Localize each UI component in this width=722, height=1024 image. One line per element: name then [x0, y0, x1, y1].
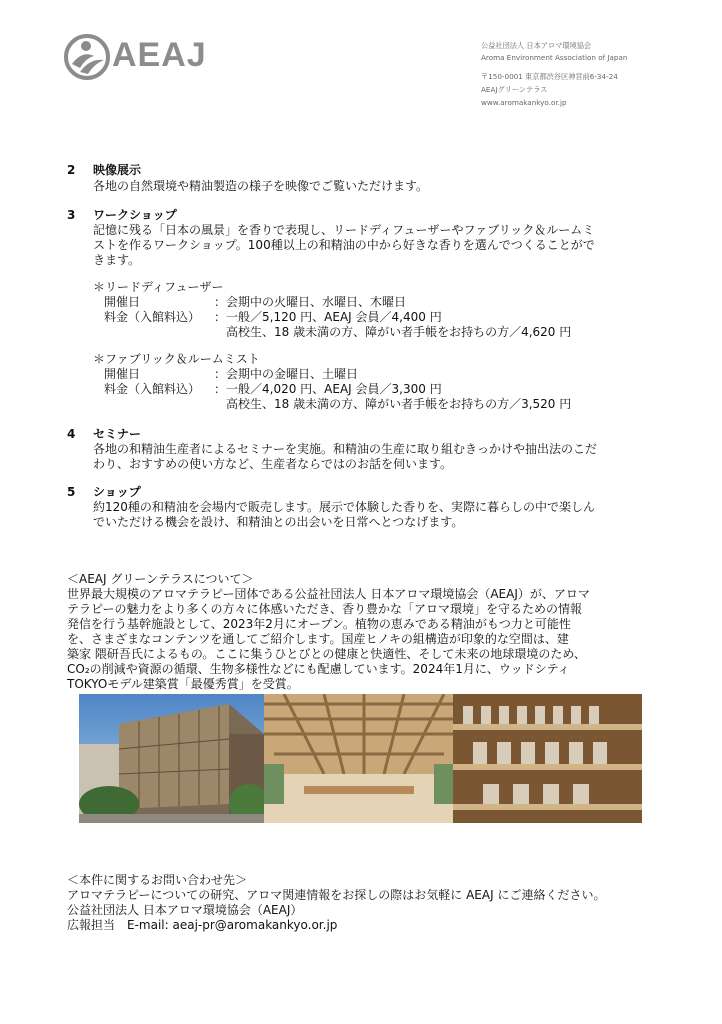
about-text: を、さまざまなコンテンツを通してご紹介します。国産ヒノキの組構造が印象的な空間は、建 — [67, 632, 569, 646]
section-text: わり、おすすめの使い方など、生産者ならではのお話を伺います。 — [93, 457, 453, 471]
section-text: 各地の和精油生産者によるセミナーを実施。和精油の生産に取り組むきっかけや抽出法のこだ — [93, 442, 598, 456]
workshop-fee-value-2: 高校生、18 歳未満の方、障がい者手帳をお持ちの方／4,620 円 — [226, 325, 572, 339]
workshop-date-value: ：会期中の火曜日、水曜日、木曜日 — [214, 295, 407, 309]
about-text: テラピーの魅力をより多くの方々に体感いただき、香り豊かな「アロマ環境」を守るための情報 — [67, 602, 583, 616]
section-title: 映像展示 — [93, 163, 142, 177]
facility-name: AEAJグリーンテラス — [481, 85, 548, 94]
section-text: ストを作るワークショップ。100種以上の和精油の中から好きな香りを選んでつくることがで — [93, 238, 595, 252]
section-text: 記憶に残る「日本の風景」を香りで表現し、リードディフューザーやファブリック＆ルームミ — [93, 223, 595, 237]
about-heading: ＜AEAJ グリーンテラスについて＞ — [67, 572, 254, 586]
aeaj-logo-icon — [64, 34, 110, 80]
workshop-fee-value: ：一般／5,120 円、AEAJ 会員／4,400 円 — [214, 310, 442, 324]
workshop-name: ＊リードディフューザー — [93, 280, 224, 294]
about-text: 築家 隈研吾氏によるもの。ここに集うひとびとの健康と快適性、そして未来の地球環境のため、 — [67, 647, 586, 661]
org-name-en: Aroma Environment Association of Japan — [481, 53, 628, 62]
about-text: 世界最大規模のアロマテラピー団体である公益社団法人 日本アロマ環境協会（AEAJ）が、アロマ — [67, 587, 590, 601]
section-text: 各地の自然環境や精油製造の様子を映像でご覧いただけます。 — [93, 179, 429, 193]
workshop-fee-label: 料金（入館料込） — [104, 382, 201, 396]
interior-lattice-photo — [264, 694, 453, 823]
about-text: 発信を行う基幹施設として、2023年2月にオープン。植物の恵みである精油がもつ力と可能性 — [67, 617, 571, 631]
org-url[interactable]: www.aromakankyo.or.jp — [481, 98, 567, 107]
org-name-jp: 公益社団法人 日本アロマ環境協会 — [481, 41, 592, 50]
contact-org: 公益社団法人 日本アロマ環境協会（AEAJ） — [67, 903, 303, 917]
workshop-name: ＊ファブリック＆ルームミスト — [93, 352, 260, 366]
section-number: 4 — [67, 427, 76, 441]
section-text: でいただける機会を設け、和精油との出会いを日常へとつなげます。 — [93, 515, 464, 529]
section-title: セミナー — [93, 427, 142, 441]
section-number: 5 — [67, 485, 76, 499]
section-text: きます。 — [93, 253, 141, 267]
section-text: 約120種の和精油を会場内で販売します。展示で体験した香りを、実際に暮らしの中で楽しん — [93, 500, 595, 514]
workshop-fee-label: 料金（入館料込） — [104, 310, 201, 324]
workshop-date-label: 開催日 — [104, 295, 141, 309]
building-exterior-photo — [79, 694, 264, 823]
contact-email[interactable]: 広報担当 E-mail: aeaj-pr@aromakankyo.or.jp — [67, 918, 338, 932]
workshop-date-value: ：会期中の金曜日、土曜日 — [214, 367, 359, 381]
section-title: ワークショップ — [93, 208, 177, 222]
workshop-fee-value: ：一般／4,020 円、AEAJ 会員／3,300 円 — [214, 382, 442, 396]
section-number: 3 — [67, 208, 76, 222]
logo-text: AEAJ — [112, 36, 207, 74]
workshop-date-label: 開催日 — [104, 367, 141, 381]
section-title: ショップ — [93, 485, 141, 499]
section-number: 2 — [67, 163, 76, 177]
org-address: 〒150-0001 東京都渋谷区神宮前6-34-24 — [481, 72, 618, 81]
shelf-bottles-photo — [453, 694, 642, 823]
contact-text: アロマテラピーについての研究、アロマ関連情報をお探しの際はお気軽に AEAJ にご連絡ください。 — [67, 888, 606, 902]
workshop-fee-value-2: 高校生、18 歳未満の方、障がい者手帳をお持ちの方／3,520 円 — [226, 397, 572, 411]
about-text: CO₂の削減や資源の循環、生物多様性などにも配慮しています。2024年1月に、ウッドシティ — [67, 662, 570, 676]
contact-heading: ＜本件に関するお問い合わせ先＞ — [67, 873, 248, 887]
about-text: TOKYOモデル建築賞「最優秀賞」を受賞。 — [67, 677, 299, 691]
